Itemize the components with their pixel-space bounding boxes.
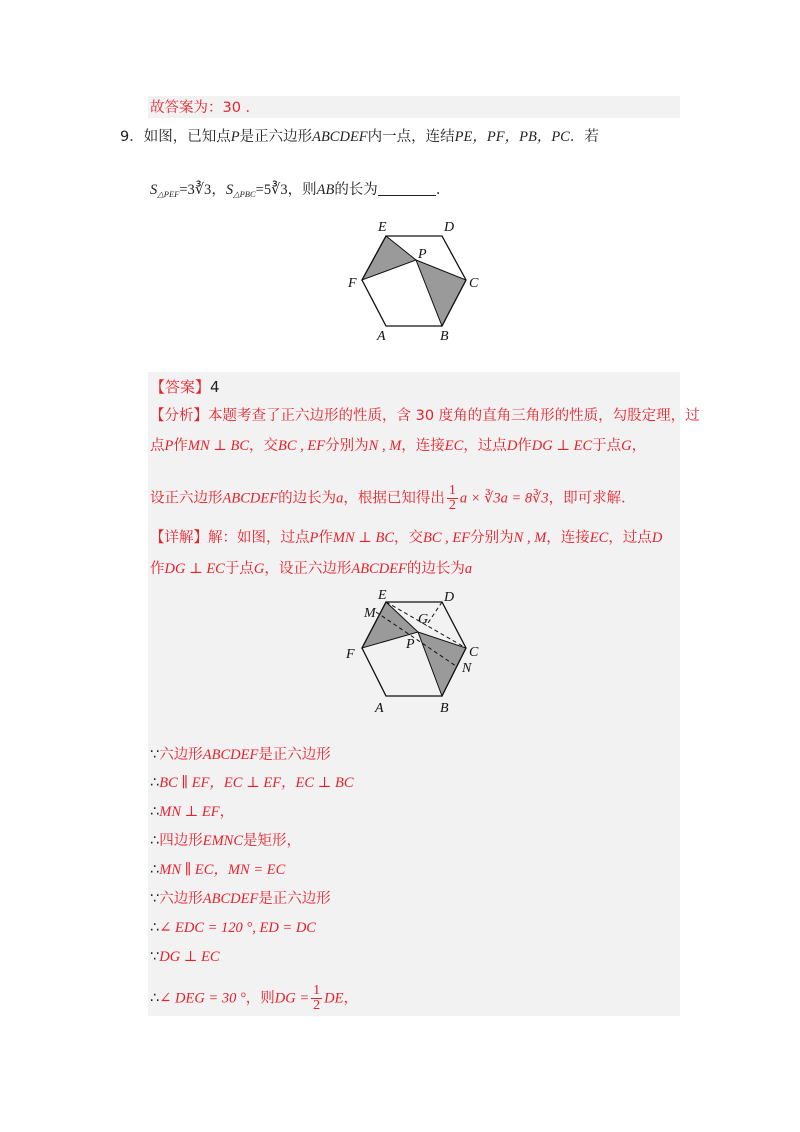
step-line: ∴∠ EDC = 120 °, ED = DC (150, 920, 316, 936)
answer-blank (378, 181, 436, 196)
label-A: A (377, 329, 386, 344)
detail-line-1: 【详解】解：如图，过点P作MN ⊥ BC，交BC , EF分别为N , M，连接EC，过点D (150, 530, 663, 546)
label-P: P (418, 247, 427, 262)
step-line: ∴MN ∥ EC，MN = EC (150, 862, 286, 878)
label-E-2: E (378, 588, 387, 603)
label-B-2: B (440, 701, 449, 716)
fraction-half: $\frac{1}{2}$ (448, 483, 456, 513)
step-line-last: ∴∠ DEG = 30 °，则DG = $\frac{1}{2}$ DE， (150, 983, 358, 1013)
fraction-half-2: $\frac{1}{2}$ (313, 983, 321, 1013)
question-line-2: $S_{\triangle PEF}=3∛3$，$S_{\triangle PBC}=5∛3$，则AB的长为 ． (150, 182, 451, 199)
previous-answer: 故答案为：30 ． (150, 100, 261, 116)
answer-tag: 【答案】 (150, 378, 211, 396)
answer-value: 4 (210, 378, 220, 396)
label-C: C (469, 276, 479, 291)
label-A-2: A (375, 701, 384, 716)
answer-line (150, 377, 220, 397)
step-line: ∴BC ∥ EF，EC ⊥ EF，EC ⊥ BC (150, 775, 354, 791)
label-M: M (364, 606, 376, 621)
question-line-1: 9．如图，已知点P是正六边形ABCDEF内一点，连结PE，PF，PB，PC．若 (120, 129, 599, 145)
label-B: B (440, 329, 449, 344)
label-C-2: C (469, 645, 479, 660)
label-P-2: P (406, 637, 415, 652)
analysis-line-2: 点P作MN ⊥ BC，交BC , EF分别为N , M，连接EC，过点D作DG ⊥ EC于点G， (150, 438, 647, 454)
step-line: ∴MN ⊥ EF， (150, 804, 235, 820)
label-F-2: F (346, 647, 355, 662)
label-N: N (462, 661, 472, 676)
detail-line-2: 作DG ⊥ EC于点G，设正六边形ABCDEF的边长为a (150, 561, 473, 577)
label-F: F (348, 276, 357, 291)
hexagon-figure-2 (330, 586, 490, 721)
label-E: E (378, 220, 387, 235)
hexagon-figure-1 (330, 212, 490, 347)
step-line: ∴四边形EMNC是矩形， (150, 833, 302, 849)
label-G: G (418, 612, 429, 627)
analysis-line-3: 设正六边形ABCDEF的边长为a，根据已知得出 $\frac{1}{2}$ a × ∛3a = 8∛3，即可求解． (150, 483, 636, 513)
step-line: ∵六边形ABCDEF是正六边形 (150, 891, 331, 907)
shaded-triangle-pbc-2 (418, 632, 466, 696)
question-number: 9． (120, 129, 144, 145)
label-D-2: D (444, 590, 455, 605)
label-D: D (444, 220, 455, 235)
analysis-line-1: 【分析】本题考查了正六边形的性质，含 30 度角的直角三角形的性质，勾股定理，过 (150, 408, 700, 424)
shaded-triangle-pef (362, 236, 416, 280)
segment-DG (426, 602, 442, 626)
step-line: ∵DG ⊥ EC (150, 949, 220, 965)
step-line: ∵六边形ABCDEF是正六边形 (150, 747, 331, 763)
